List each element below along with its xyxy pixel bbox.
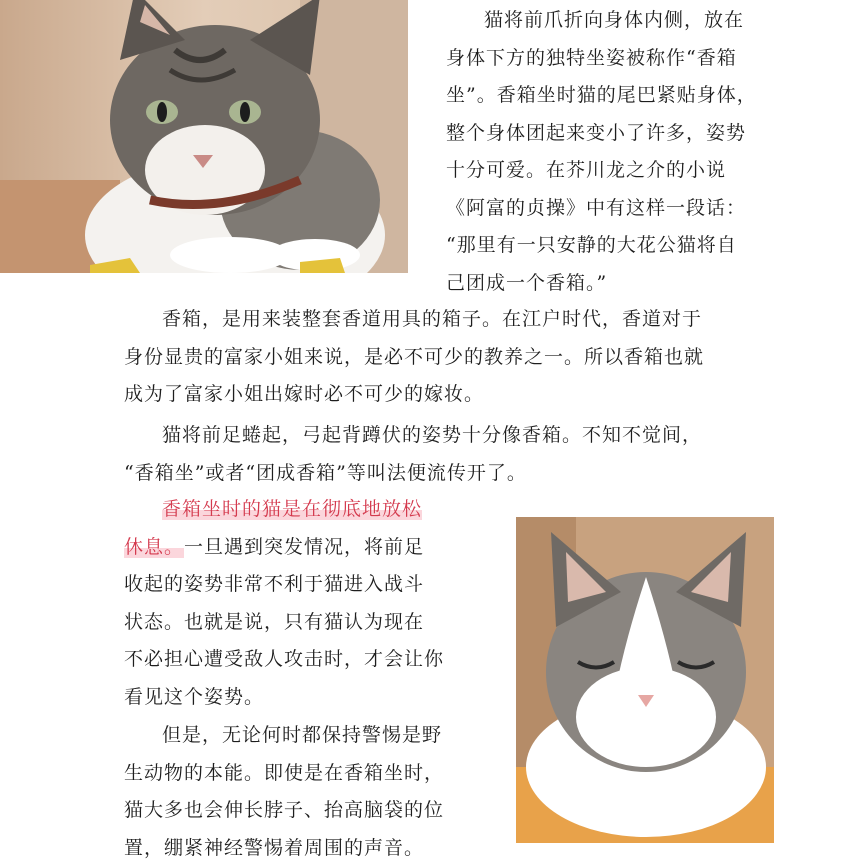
- text-line: 收起的姿势非常不利于猫进入战斗: [124, 573, 425, 595]
- text-line: “那里有一只安静的大花公猫将自: [446, 234, 737, 256]
- text-line: 但是，无论何时都保持警惕是野: [162, 724, 443, 746]
- text-line: [124, 491, 476, 529]
- text-segment: 一旦遇到突发情况，将前足: [184, 535, 425, 558]
- text-line: 香箱，是用来装整套香道用具的箱子。在江户时代，香道对于: [162, 308, 703, 330]
- paragraph-instinct: [124, 717, 476, 867]
- text-line: 猫将前爪折向身体内侧，放在: [484, 9, 745, 31]
- text-line: 成为了富家小姐出嫁时必不可少的嫁妆。: [124, 383, 485, 405]
- text-line: 《阿富的贞操》中有这样一段话：: [446, 196, 747, 219]
- text-line: 置，绷紧神经警惕着周围的声音。: [124, 836, 425, 859]
- text-line: 整个身体团起来变小了许多，姿势: [446, 121, 747, 144]
- text-line: 不必担心遭受敌人攻击时，才会让你: [124, 648, 445, 670]
- cat-photo-top: [0, 0, 408, 273]
- text-line: 猫大多也会伸长脖子、抬高脑袋的位: [124, 799, 445, 821]
- text-line: 坐”。香箱坐时猫的尾巴紧贴身体，: [446, 84, 757, 106]
- paragraph-relax: [124, 491, 476, 716]
- highlighted-text: 休息。: [124, 535, 185, 558]
- text-line: 生动物的本能。即使是在香箱坐时，: [124, 761, 445, 784]
- text-line: 看见这个姿势。: [124, 685, 265, 708]
- text-line: 己团成一个香箱。”: [446, 271, 608, 294]
- paragraph-koubako: [124, 301, 778, 414]
- text-line: “香箱坐”或者“团成香箱”等叫法便流传开了。: [124, 461, 527, 484]
- text-line: 猫将前足蜷起，弓起背蹲伏的姿势十分像香箱。不知不觉间，: [162, 424, 703, 446]
- paragraph-intro: [446, 2, 778, 302]
- text-line: 身体下方的独特坐姿被称作“香箱: [446, 46, 737, 69]
- paragraph-origin: [124, 417, 778, 492]
- text-line: [124, 529, 476, 567]
- cat-photo-bottom: [516, 517, 774, 843]
- text-line: 身份显贵的富家小姐来说，是必不可少的教养之一。所以香箱也就: [124, 345, 705, 368]
- text-line: 十分可爱。在芥川龙之介的小说: [446, 159, 727, 181]
- text-line: 状态。也就是说，只有猫认为现在: [124, 610, 425, 633]
- highlighted-text: 香箱坐时的猫是在彻底地放松: [162, 498, 423, 520]
